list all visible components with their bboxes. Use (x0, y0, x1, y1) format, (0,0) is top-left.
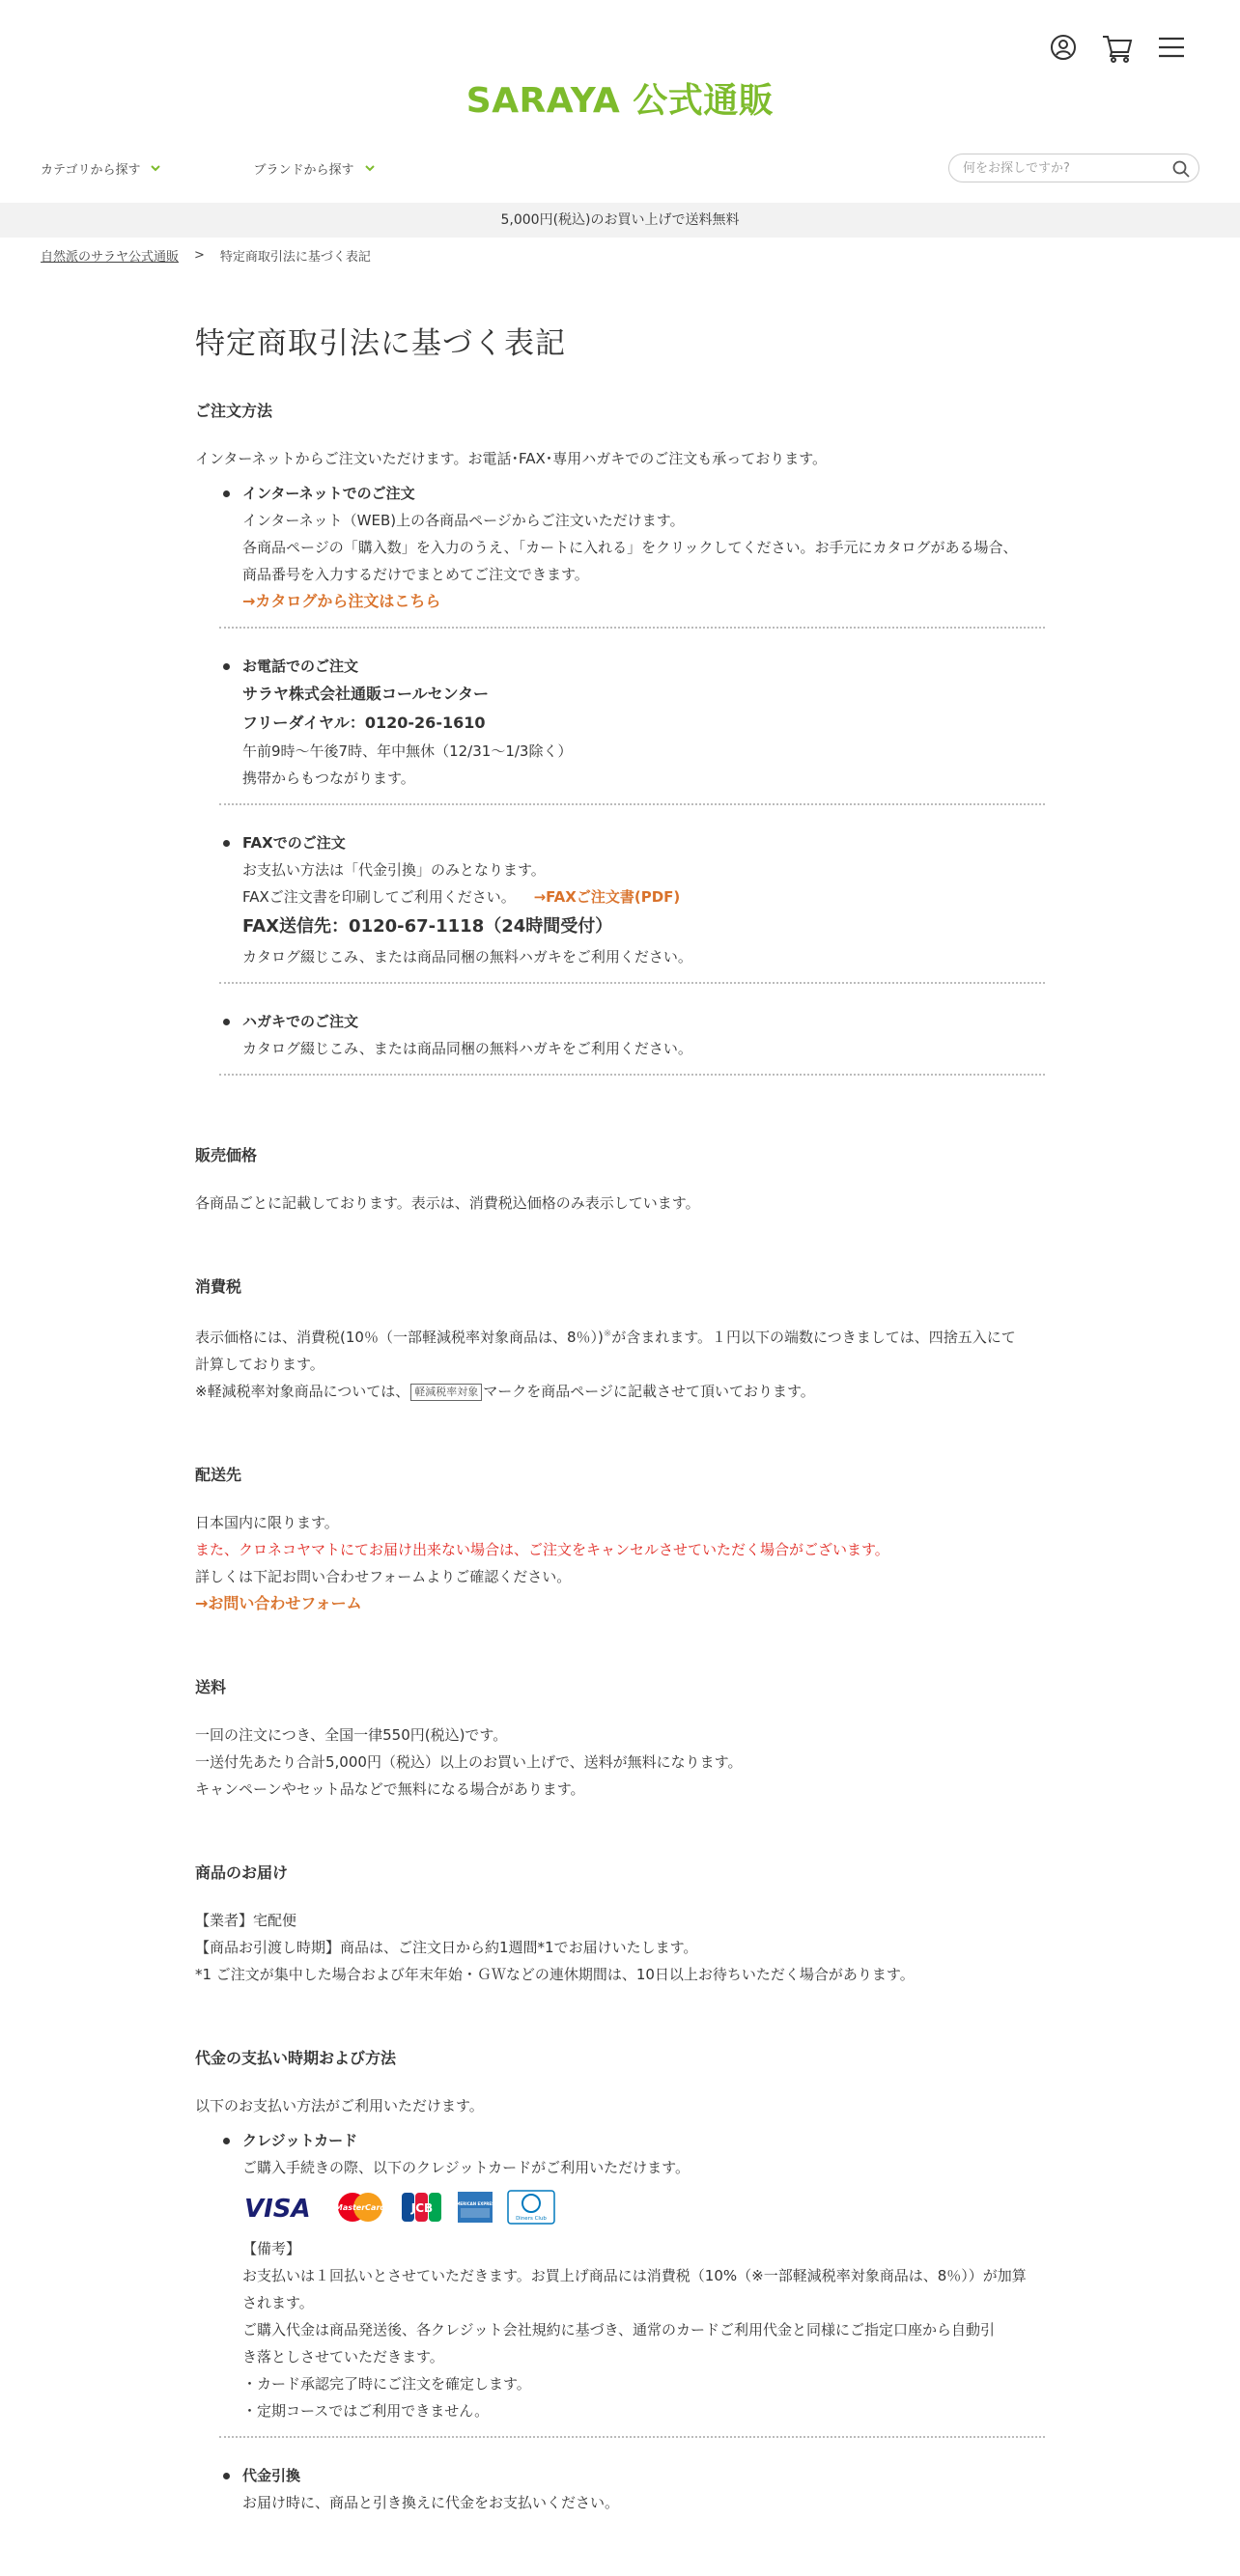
amex-logo (453, 2191, 497, 2224)
jcb-text: JCB (410, 2201, 434, 2215)
order-fax (219, 829, 1045, 984)
mastercard-text: MasterCard (334, 2203, 386, 2212)
breadcrumb (41, 246, 371, 265)
order-list (219, 480, 1045, 1076)
fax-form-pdf-link[interactable]: →FAXご注文書(PDF) (533, 888, 681, 906)
header-icons (1047, 31, 1188, 64)
section-order-method (195, 399, 1045, 1076)
order-internet-title: インターネットでのご注文 (242, 485, 415, 502)
section-destination (195, 1463, 1045, 1617)
section-title: 消費税 (195, 1277, 242, 1296)
order-phone-title: お電話でのご注文 (242, 658, 359, 675)
visa-text: VISA (244, 2195, 311, 2224)
text-line: ・カード承認完了時にご注文を確定します。 (242, 2375, 531, 2393)
fax-number: FAX送信先：0120-67-1118（24時間受付） (242, 916, 613, 937)
payment-list (219, 2127, 1045, 2528)
breadcrumb-current: 特定商取引法に基づく表記 (219, 250, 371, 265)
order-postcard (219, 1008, 1045, 1076)
payment-cod (219, 2462, 1045, 2528)
order-internet (219, 480, 1045, 629)
tax-text: 表示価格には、消費税(10％（一部軽減税率対象商品は、8％）) (195, 1329, 604, 1346)
text-line: 午前9時～午後7時、年中無休（12/31～1/3除く） (242, 742, 573, 760)
contact-form-link[interactable]: →お問い合わせフォーム (195, 1594, 362, 1612)
text-line: 各商品ページの「購入数」を入力のうえ、「カートに入れる」をクリックしてください。お手元にカタログがある場合、 (242, 539, 1018, 556)
text-line: 携帯からもつながります。 (242, 770, 415, 787)
catalog-order-link[interactable]: →カタログから注文はこちら (242, 592, 441, 610)
cart-icon[interactable] (1101, 31, 1134, 64)
tax-text: マークを商品ページに記載させて頂いております。 (483, 1383, 815, 1400)
amex-text: AMERICAN EXPRESS (453, 2201, 497, 2206)
text-line: ・定期コースではご利用できません。 (242, 2402, 490, 2420)
text-line: カタログ綴じこみ、または商品同梱の無料ハガキをご利用ください。 (242, 1040, 692, 1057)
delivery-line-3: *1 ご注文が集中した場合および年末年始・ＧＷなどの連休期間は、10日以上お待ちいただく場合があります。 (195, 1966, 915, 1983)
visa-logo (242, 2191, 320, 2224)
text-line: FAXご注文書を印刷してご利用ください。 (242, 888, 516, 906)
nav-category[interactable] (41, 159, 161, 178)
order-fax-title: FAXでのご注文 (242, 834, 346, 852)
order-intro: インターネットからご注文いただけます。お電話･FAX･専用ハガキでのご注文も承っております。 (195, 450, 828, 467)
payment-credit (219, 2127, 1045, 2438)
reduced-tax-badge: 軽減税率対象 (410, 1384, 482, 1401)
tax-line-2: 計算しております。 (195, 1356, 324, 1373)
site-header (0, 0, 1240, 140)
destination-warning: また、クロネコヤマトにてお届け出来ない場合は、ご注文をキャンセルさせていただく場合がございます。 (195, 1541, 889, 1558)
section-delivery (195, 1861, 1045, 1988)
order-postcard-title: ハガキでのご注文 (242, 1013, 359, 1030)
search-box (948, 154, 1199, 182)
chevron-down-icon (364, 162, 376, 174)
payment-intro: 以下のお支払い方法がご利用いただけます。 (195, 2097, 484, 2114)
text-line: お届け時に、商品と引き換えに代金をお支払いください。 (242, 2494, 620, 2511)
credit-card-logos (242, 2191, 1045, 2224)
text-line: お支払い方法は「代金引換」のみとなります。 (242, 861, 546, 879)
text-line: ご購入手続きの際、以下のクレジットカードがご利用いただけます。 (242, 2159, 690, 2176)
section-title: 商品のお届け (195, 1863, 289, 1882)
breadcrumb-home[interactable]: 自然派のサラヤ公式通販 (41, 250, 180, 265)
nav-brand[interactable] (253, 159, 375, 178)
order-phone (219, 653, 1045, 805)
breadcrumb-separator: > (194, 248, 205, 263)
text-line: 【備考】 (242, 2240, 301, 2257)
text-line: ご購入代金は商品発送後、各クレジット会社規約に基づき、通常のカードご利用代金と同様にご指定口座から自動引 (242, 2321, 996, 2338)
jcb-logo (401, 2191, 443, 2224)
freedial-number: フリーダイヤル：0120-26-1610 (242, 714, 486, 732)
shipping-line-2: 一送付先あたり合計5,000円（税込）以上のお買い上げで、送料が無料になります。 (195, 1753, 743, 1771)
section-title: ご注文方法 (195, 402, 273, 420)
shipping-line-3: キャンペーンやセット品などで無料になる場合があります。 (195, 1780, 585, 1798)
price-text: 各商品ごとに記載しております。表示は、消費税込価格のみ表示しています。 (195, 1194, 700, 1212)
free-shipping-banner: 5,000円(税込)のお買い上げで送料無料 (0, 203, 1240, 238)
text-line: カタログ綴じこみ、または商品同梱の無料ハガキをご利用ください。 (242, 948, 692, 966)
mastercard-logo (333, 2191, 387, 2224)
payment-cod-title: 代金引換 (242, 2467, 301, 2484)
section-title: 送料 (195, 1678, 227, 1696)
main-content (195, 319, 1045, 2576)
nav-category-label: カテゴリから探す (41, 162, 141, 178)
text-line: お支払いは１回払いとさせていただきます。お買上げ商品には消費税（10%（※一部軽減税率対象商品は、8％））が加算 (242, 2267, 1027, 2284)
text-line: 商品番号を入力するだけでまとめてご注文できます。 (242, 566, 589, 583)
user-icon[interactable] (1047, 31, 1080, 64)
page-title: 特定商取引法に基づく表記 (195, 326, 566, 361)
payment-credit-title: クレジットカード (242, 2132, 358, 2149)
diners-text: Diners Club (516, 2216, 547, 2222)
search-input[interactable] (963, 161, 1156, 176)
nav-brand-label: ブランドから探す (253, 162, 354, 178)
chevron-down-icon (150, 162, 161, 174)
logo-text: SARAYA 公式通販 (465, 81, 775, 121)
destination-line-2: 詳しくは下記お問い合わせフォームよりご確認ください。 (195, 1568, 572, 1585)
tax-text: が含まれます。１円以下の端数につきましては、四捨五入にて (611, 1329, 1016, 1346)
section-title: 配送先 (195, 1466, 242, 1484)
main-nav (41, 152, 1199, 184)
shipping-line-1: 一回の注文につき、全国一律550円(税込)です。 (195, 1726, 508, 1744)
footnote-mark: ※ (603, 1329, 612, 1339)
tax-line-1 (195, 1321, 1045, 1351)
site-logo[interactable] (0, 73, 1240, 123)
delivery-line-2: 【商品お引渡し時期】商品は、ご注文日から約1週間*1でお届けいたします。 (195, 1939, 698, 1956)
call-center-name: サラヤ株式会社通販コールセンター (242, 685, 490, 703)
search-icon[interactable] (1171, 159, 1191, 179)
section-title: 販売価格 (195, 1146, 258, 1164)
diners-logo (507, 2191, 555, 2224)
section-shipping (195, 1675, 1045, 1803)
section-price (195, 1143, 1045, 1217)
tax-line-3 (195, 1378, 1045, 1405)
text-line: インターネット（WEB)上の各商品ページからご注文いただけます。 (242, 512, 685, 529)
tax-text: ※軽減税率対象商品については、 (195, 1383, 410, 1400)
text-line: されます。 (242, 2294, 314, 2311)
text-line: き落としさせていただきます。 (242, 2348, 444, 2366)
destination-line-1: 日本国内に限ります。 (195, 1514, 339, 1531)
section-title: 代金の支払い時期および方法 (195, 2049, 397, 2067)
delivery-line-1: 【業者】宅配便 (195, 1912, 297, 1929)
section-payment (195, 2046, 1045, 2528)
menu-icon[interactable] (1155, 31, 1188, 64)
section-tax (195, 1274, 1045, 1405)
